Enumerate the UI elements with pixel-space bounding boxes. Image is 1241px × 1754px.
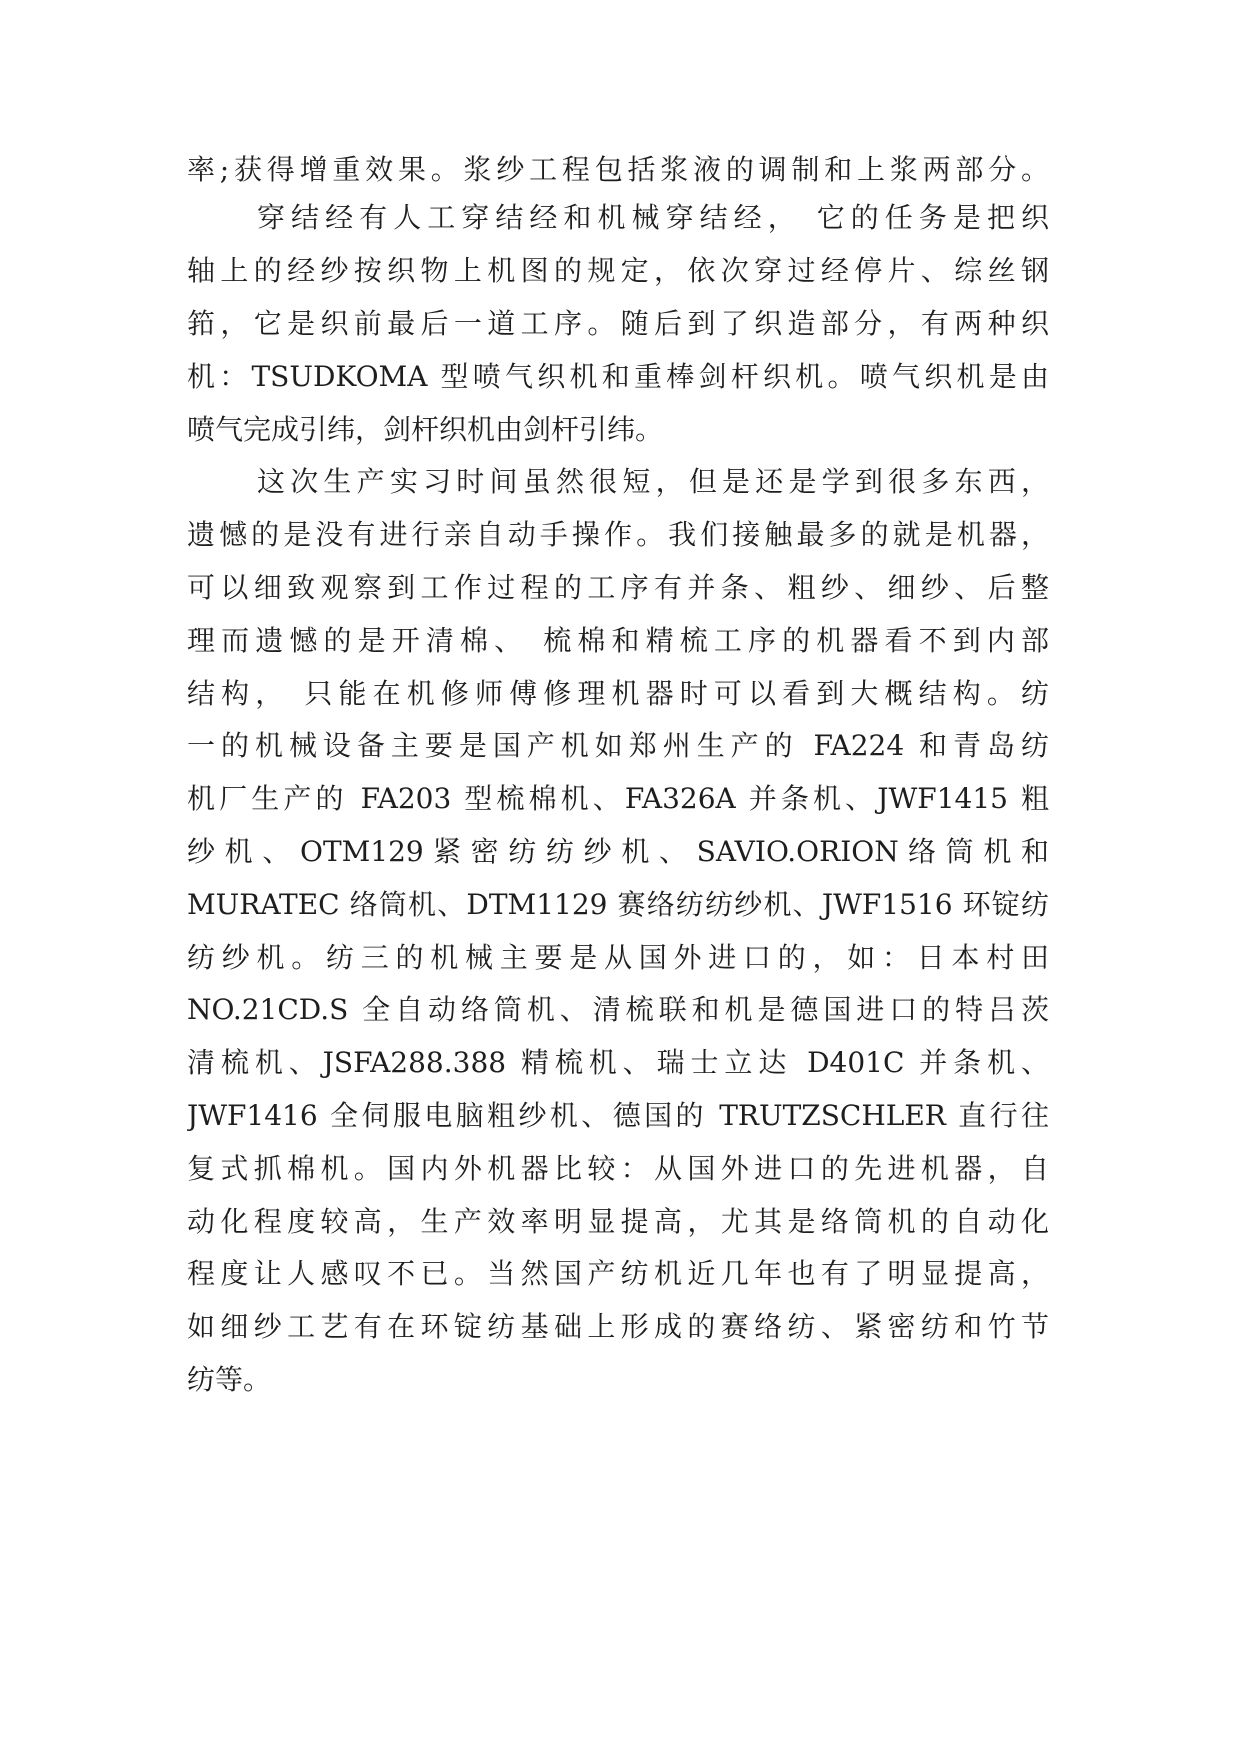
text-line: 程度让人感叹不已。当然国产纺机近几年也有了明显提高， xyxy=(187,1257,1049,1290)
paragraph-last-line: 喷气完成引纬，剑杆织机由剑杆引纬。 xyxy=(187,413,664,446)
paragraph-first-line: 这次生产实习时间虽然很短，但是还是学到很多东西， xyxy=(257,465,1049,498)
paragraph-first-line: 穿结经有人工穿结经和机械穿结经， 它的任务是把织 xyxy=(257,201,1049,234)
text-line: NO.21CD.S 全自动络筒机、清梳联和机是德国进口的特吕茨 xyxy=(187,993,1049,1026)
text-line: 一的机械设备主要是国产机如郑州生产的 FA224 和青岛纺 xyxy=(187,729,1049,762)
text-line: 结构， 只能在机修师傅修理机器时可以看到大概结构。纺 xyxy=(187,677,1049,710)
text-line: 复式抓棉机。国内外机器比较：从国外进口的先进机器，自 xyxy=(187,1152,1049,1185)
text-line: MURATEC 络筒机、DTM1129 赛络纺纺纱机、JWF1516 环锭纺 xyxy=(187,888,1049,921)
text-line: 如细纱工艺有在环锭纺基础上形成的赛络纺、紧密纺和竹节 xyxy=(187,1310,1049,1343)
text-line: 纱 机 、 OTM129 紧 密 纺 纺 纱 机 、 SAVIO.ORION 络 筒 机 和 xyxy=(187,835,1049,868)
text-line: 纺纱机。纺三的机械主要是从国外进口的，如：日本村田 xyxy=(187,941,1049,974)
paragraph-last-line: 纺等。 xyxy=(187,1363,272,1396)
text-line: 可以细致观察到工作过程的工序有并条、粗纱、细纱、后整 xyxy=(187,571,1049,604)
text-line: 理而遗憾的是开清棉、 梳棉和精梳工序的机器看不到内部 xyxy=(187,624,1049,657)
text-line: 率;获得增重效果。浆纱工程包括浆液的调制和上浆两部分。 xyxy=(187,153,1049,186)
text-line: 机：TSUDKOMA 型喷气织机和重棒剑杆织机。喷气织机是由 xyxy=(187,360,1049,393)
text-line: 轴上的经纱按织物上机图的规定，依次穿过经停片、综丝钢 xyxy=(187,254,1049,287)
text-line: JWF1416 全伺服电脑粗纱机、德国的 TRUTZSCHLER 直行往 xyxy=(187,1099,1049,1132)
text-line: 筘，它是织前最后一道工序。随后到了织造部分，有两种织 xyxy=(187,307,1049,340)
text-line: 清梳机、JSFA288.388 精梳机、瑞士立达 D401C 并条机、 xyxy=(187,1046,1049,1079)
text-line: 动化程度较高，生产效率明显提高，尤其是络筒机的自动化 xyxy=(187,1205,1049,1238)
text-line: 机厂生产的 FA203 型梳棉机、FA326A 并条机、JWF1415 粗 xyxy=(187,782,1049,815)
text-line: 遗憾的是没有进行亲自动手操作。我们接触最多的就是机器， xyxy=(187,518,1049,551)
